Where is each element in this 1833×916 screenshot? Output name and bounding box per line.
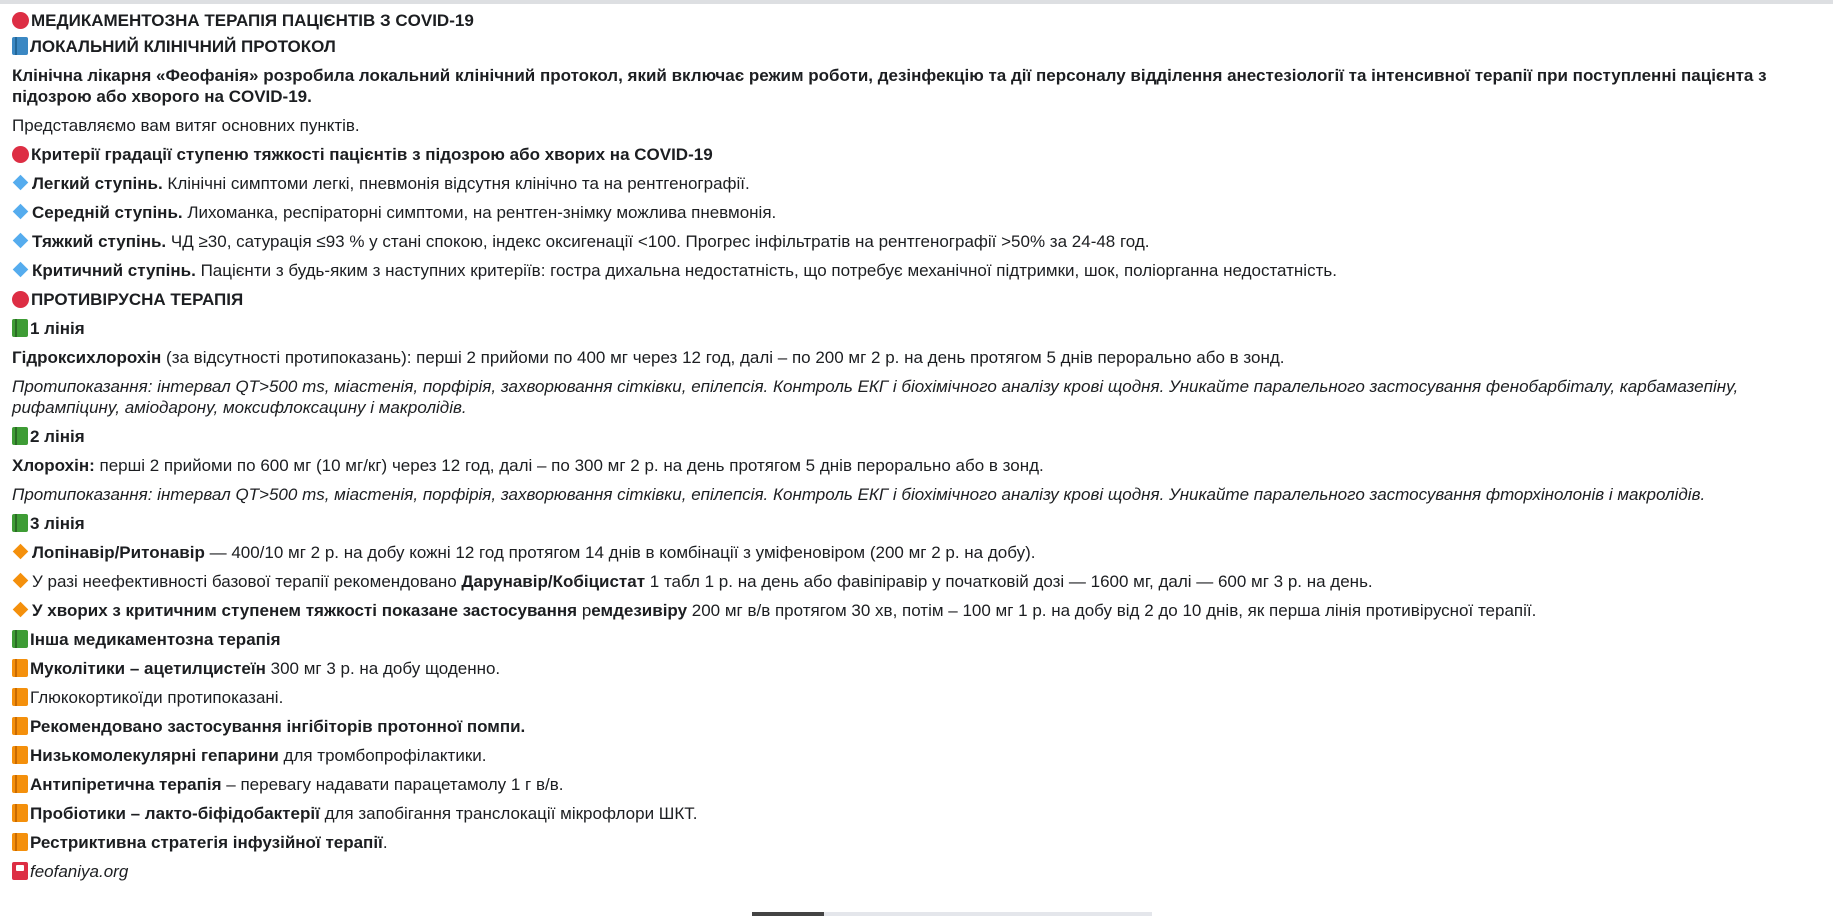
line3-item (12, 542, 1822, 563)
line2-heading-line (12, 426, 1822, 447)
source-line (12, 861, 1822, 882)
green-book-icon (12, 427, 28, 445)
line2-heading: 2 лінія (30, 427, 85, 446)
orange-diamond-icon (12, 601, 30, 619)
line3-heading: 3 лінія (30, 514, 85, 533)
criteria-label: Легкий ступінь. (32, 174, 163, 193)
line3-item1-bold: Лопінавір/Ритонавір (32, 543, 205, 562)
source-link[interactable]: feofaniya.org (30, 862, 129, 881)
other-item-bold: Низькомолекулярні гепарини (30, 746, 279, 765)
line1-drug (12, 347, 1822, 368)
green-book-icon (12, 514, 28, 532)
red-circle-icon (12, 12, 29, 29)
line3-item3-bold: У хворих з критичним ступенем тяжкості показане застосування (32, 601, 582, 620)
intro-note (12, 115, 1822, 136)
orange-diamond-icon (12, 572, 30, 590)
criteria-label: Тяжкий ступінь. (32, 232, 167, 251)
antiviral-heading-line (12, 289, 1822, 310)
criteria-item (12, 173, 1822, 194)
line3-item2-bold: Дарунавір/Кобіцистат (461, 572, 646, 591)
other-item-bold: Антипіретична терапія (30, 775, 222, 794)
line2-drug-name: Хлорохін: (12, 456, 95, 475)
orange-book-icon (12, 688, 28, 706)
line2-contra (12, 484, 1822, 505)
line1-contra-text: Протипоказання: інтервал QT>500 ms, міастенія, порфірія, захворювання сітківки, епілепсія. Контроль ЕКГ і біохімічного аналізу крові щодня. Уникайте паралельного застосування фенобарбіталу, карбамазепіну, рифампіцину, аміодарону, моксифлоксацину і макролідів. (12, 377, 1739, 417)
orange-book-icon (12, 775, 28, 793)
line3-item3-bold2: емдезивіру (591, 601, 688, 620)
criteria-label: Критичний ступінь. (32, 261, 196, 280)
horizontal-scrollbar[interactable] (752, 912, 1152, 916)
other-item (12, 716, 1822, 737)
line3-item (12, 571, 1822, 592)
criteria-heading-line (12, 144, 1822, 165)
blue-diamond-icon (12, 174, 30, 192)
criteria-label: Середній ступінь. (32, 203, 183, 222)
other-item (12, 803, 1822, 824)
criteria-text: Лихоманка, респіраторні симптоми, на рентген-знімку можлива пневмонія. (182, 203, 777, 222)
blue-diamond-icon (12, 203, 30, 221)
other-item-bold: Муколітики – ацетилцистеїн (30, 659, 266, 678)
intro-bold-text: Клінічна лікарня «Феофанія» розробила локальний клінічний протокол, який включає режим роботи, дезінфекцію та дії персоналу відділення анестезіології та інтенсивної терапії при поступленні пацієнта з підозрою або хворого на COVID-19. (12, 66, 1767, 106)
orange-book-icon (12, 717, 28, 735)
criteria-text: Клінічні симптоми легкі, пневмонія відсутня клінічно та на рентгенографії. (162, 174, 750, 193)
criteria-text: Пацієнти з будь-яким з наступних критеріїв: гостра дихальна недостатність, що потребує механічної підтримки, шок, поліорганна недостатність. (195, 261, 1337, 280)
line1-heading: 1 лінія (30, 319, 85, 338)
line1-heading-line (12, 318, 1822, 339)
other-item (12, 745, 1822, 766)
red-circle-icon (12, 291, 29, 308)
line1-drug-name: Гідроксихлорохін (12, 348, 162, 367)
pushpin-icon (12, 862, 28, 880)
blue-book-icon (12, 37, 28, 55)
intro-note-text: Представляємо вам витяг основних пунктів. (12, 116, 360, 135)
other-item-text: Глюкокортикоїди протипоказані. (30, 688, 284, 707)
line3-item3-mid: р (581, 601, 592, 620)
blue-diamond-icon (12, 232, 30, 250)
line2-contra-text: Протипоказання: інтервал QT>500 ms, міастенія, порфірія, захворювання сітківки, епілепсія. Контроль ЕКГ і біохімічного аналізу крові щодня. Уникайте паралельного застосування фторхінолонів і макролідів. (12, 485, 1706, 504)
orange-book-icon (12, 804, 28, 822)
other-item-text: для запобігання транслокації мікрофлори ШКТ. (319, 804, 698, 823)
line3-item1-text: — 400/10 мг 2 р. на добу кожні 12 год протягом 14 днів в комбінації з уміфеновіром (200 мг 2 р. на добу). (204, 543, 1036, 562)
criteria-text: ЧД ≥30, сатурація ≤93 % у стані спокою, індекс оксигенації <100. Прогрес інфільтратів на рентгенографії >50% за 24-48 год. (166, 232, 1150, 251)
post-content (12, 10, 1822, 890)
other-item (12, 658, 1822, 679)
title-line (12, 10, 1822, 31)
blue-diamond-icon (12, 261, 30, 279)
orange-book-icon (12, 746, 28, 764)
red-circle-icon (12, 146, 29, 163)
line3-heading-line (12, 513, 1822, 534)
criteria-item (12, 260, 1822, 281)
line2-drug (12, 455, 1822, 476)
other-item (12, 832, 1822, 853)
green-book-icon (12, 319, 28, 337)
intro-paragraph (12, 65, 1822, 107)
line3-item (12, 600, 1822, 621)
line1-contra (12, 376, 1822, 418)
other-item (12, 774, 1822, 795)
line3-item2-pre: У разі неефективності базової терапії рекомендовано (32, 572, 462, 591)
criteria-item (12, 231, 1822, 252)
line3-item2-text: 1 табл 1 р. на день або фавіпіравір у початковій дозі — 1600 мг, далі — 600 мг 3 р. на день. (645, 572, 1373, 591)
criteria-heading: Критерії градації ступеню тяжкості пацієнтів з підозрою або хворих на COVID-19 (31, 145, 713, 164)
green-book-icon (12, 630, 28, 648)
line3-item3-text: 200 мг в/в протягом 30 хв, потім – 100 мг 1 р. на добу від 2 до 10 днів, як перша лінія противірусної терапії. (687, 601, 1537, 620)
line2-drug-text: перші 2 прийоми по 600 мг (10 мг/кг) через 12 год, далі – по 300 мг 2 р. на день протягом 5 днів перорально або в зонд. (94, 456, 1044, 475)
other-item (12, 687, 1822, 708)
other-item-bold: Пробіотики – лакто-біфідобактерії (30, 804, 320, 823)
orange-book-icon (12, 833, 28, 851)
antiviral-heading: ПРОТИВІРУСНА ТЕРАПІЯ (31, 290, 244, 309)
other-item-text: для тромбопрофілактики. (278, 746, 487, 765)
criteria-item (12, 202, 1822, 223)
page-subtitle: ЛОКАЛЬНИЙ КЛІНІЧНИЙ ПРОТОКОЛ (30, 37, 336, 56)
orange-diamond-icon (12, 543, 30, 561)
other-item-text: 300 мг 3 р. на добу щоденно. (265, 659, 501, 678)
other-item-bold: Рекомендовано застосування інгібіторів протонної помпи. (30, 717, 526, 736)
top-border (0, 0, 1833, 4)
other-item-bold: Рестриктивна стратегія інфузійної терапії (30, 833, 383, 852)
other-item-text: . (382, 833, 388, 852)
line1-drug-text: (за відсутності протипоказань): перші 2 прийоми по 400 мг через 12 год, далі – по 200 мг 2 р. на день протягом 5 днів перорально або в зонд. (161, 348, 1285, 367)
other-heading: Інша медикаментозна терапія (30, 630, 281, 649)
other-heading-line (12, 629, 1822, 650)
orange-book-icon (12, 659, 28, 677)
page-title: МЕДИКАМЕНТОЗНА ТЕРАПІЯ ПАЦІЄНТІВ З COVID-19 (31, 11, 474, 30)
subtitle-line (12, 36, 1822, 57)
other-item-text: – перевагу надавати парацетамолу 1 г в/в. (221, 775, 564, 794)
